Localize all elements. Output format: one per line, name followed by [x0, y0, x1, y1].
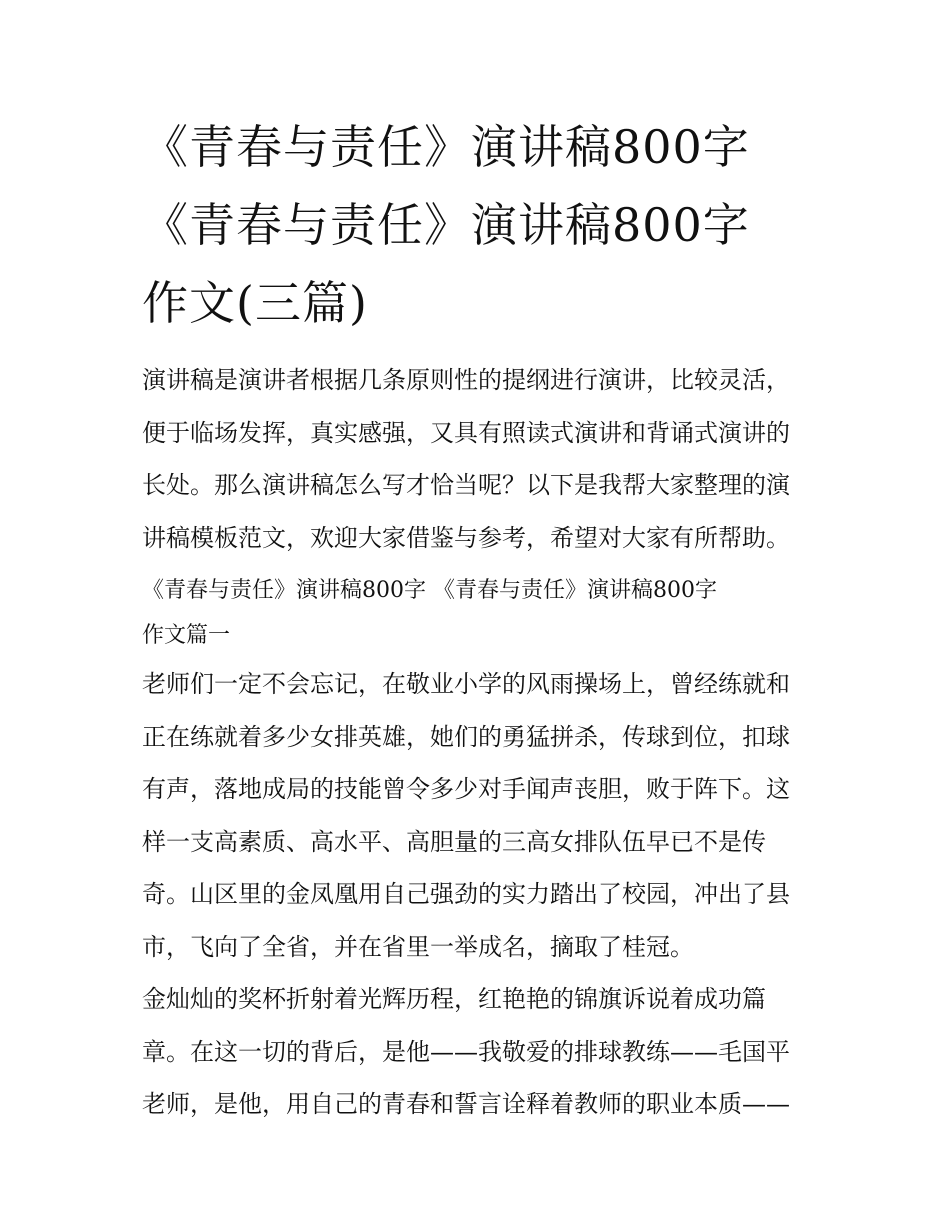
section-heading-line: 《青春与责任》演讲稿800字 《青春与责任》演讲稿800字	[142, 578, 717, 603]
intro-line: 演讲稿是演讲者根据几条原则性的提纲进行演讲，比较灵活，	[142, 366, 790, 394]
intro-line: 便于临场发挥，真实感强，又具有照读式演讲和背诵式演讲的	[142, 418, 790, 447]
paragraph-line: 样一支高素质、高水平、高胆量的三高女排队伍早已不是传	[142, 827, 766, 856]
paragraph-line: 正在练就着多少女排英雄，她们的勇猛拼杀，传球到位，扣球	[142, 722, 790, 751]
paragraph-line: 老师们一定不会忘记，在敬业小学的风雨操场上，曾经练就和	[142, 670, 790, 698]
paragraph-line: 奇。山区里的金凤凰用自己强劲的实力踏出了校园，冲出了县	[142, 880, 790, 908]
paragraph-line: 章。在这一切的背后，是他——我敬爱的排球教练——毛国平	[142, 1037, 790, 1066]
paragraph-line: 金灿灿的奖杯折射着光辉历程，红艳艳的锦旗诉说着成功篇	[142, 985, 766, 1013]
section-heading-line: 作文篇一	[142, 623, 231, 648]
intro-paragraph	[142, 354, 814, 564]
paragraph-line: 市，飞向了全省，并在省里一举成名，摘取了桂冠。	[142, 932, 694, 961]
body-paragraph-1	[142, 658, 814, 973]
document-title	[142, 108, 822, 342]
body-paragraph-2	[142, 973, 814, 1131]
section-heading	[142, 568, 814, 658]
document-body	[142, 354, 814, 1131]
title-line-2: 《青春与责任》演讲稿800字	[142, 198, 750, 252]
title-line-3: 作文(三篇)	[142, 276, 368, 330]
paragraph-line: 老师，是他，用自己的青春和誓言诠释着教师的职业本质——	[142, 1090, 790, 1118]
title-line-1: 《青春与责任》演讲稿800字	[142, 120, 750, 174]
paragraph-line: 有声，落地成局的技能曾令多少对手闻声丧胆，败于阵下。这	[142, 775, 790, 803]
intro-line: 讲稿模板范文，欢迎大家借鉴与参考，希望对大家有所帮助。	[142, 523, 790, 552]
intro-line: 长处。那么演讲稿怎么写才恰当呢？以下是我帮大家整理的演	[142, 471, 790, 499]
